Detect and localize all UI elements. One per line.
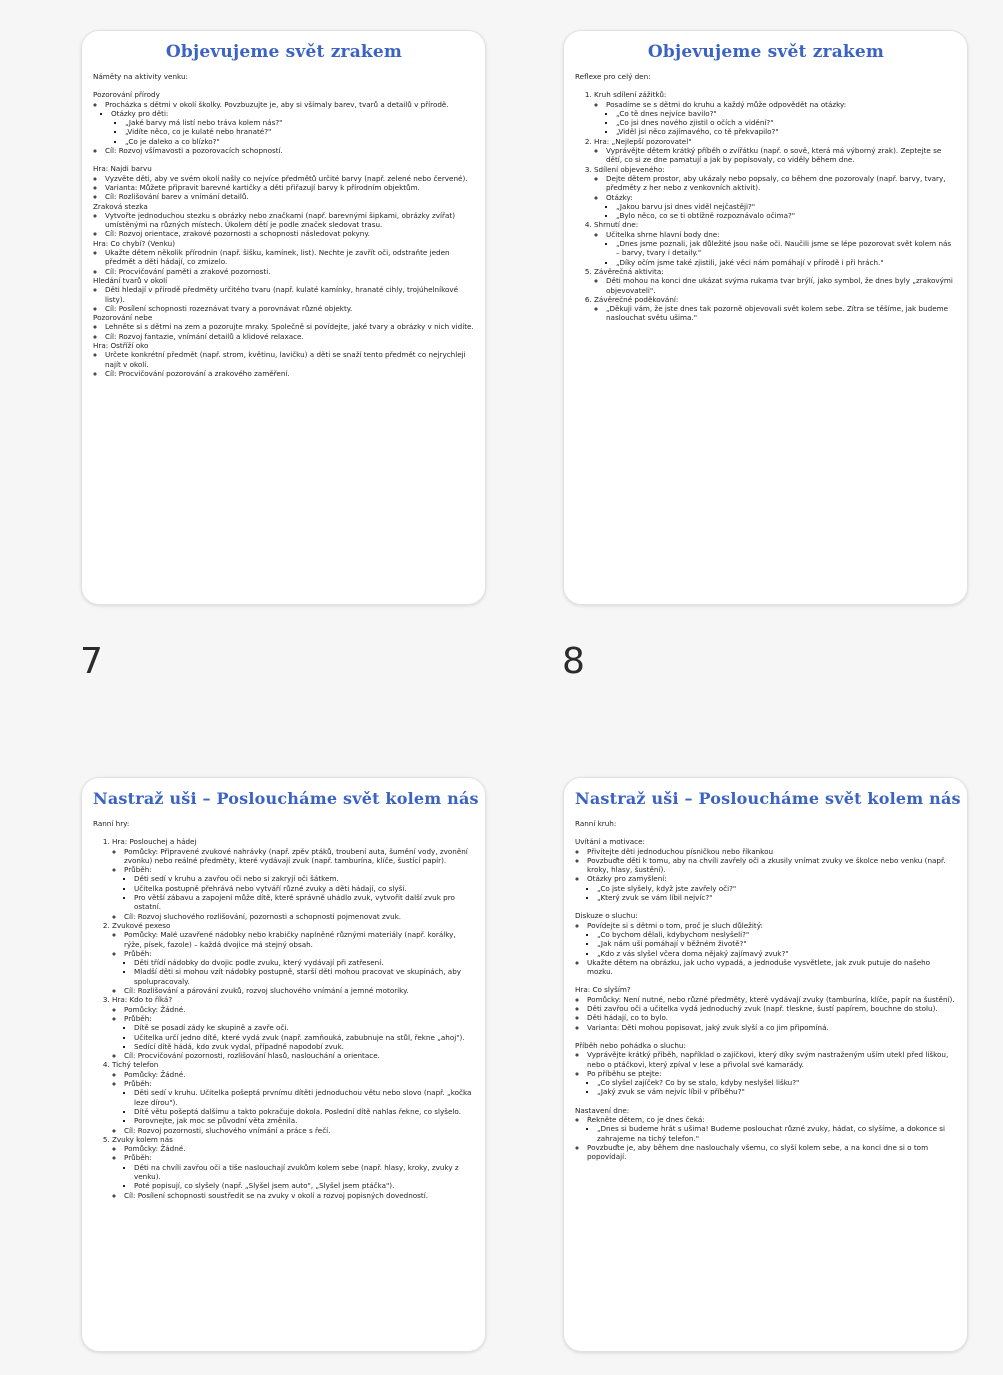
list-item: [606, 100, 957, 137]
list-item: ◦ Povzbuďte děti k tomu, aby na chvíli zavřely oči a zkusily vnímat zvuky ve školce nebo venku (např. kroky, hlasy, šustění).: [587, 856, 957, 875]
list-item: ▪ „Co slyšel zajíček? Co by se stalo, kdyby neslyšel lišku?": [597, 1078, 957, 1087]
page-title: Objevujeme svět zrakem: [647, 42, 885, 62]
list-item: ◦ Cíl: Rozlišování barev a vnímání detailů.: [105, 192, 475, 201]
section-heading: Pozorování nebe: [93, 313, 153, 323]
list-item: ▪ Mladší děti si mohou vzít nádobky postupně, starší děti mohou pracovat ve skupinách, aby spolupracovaly.: [134, 967, 475, 986]
list-item-label: Kruh sdílení zážitků:: [594, 90, 667, 100]
list-item: [594, 165, 957, 221]
list-item: ◦ Určete konkrétní předmět (např. strom, květinu, lavičku) a děti se snaží tento předmět co nejrychleji najít v okolí.: [105, 350, 475, 369]
list-item: ◦ Cíl: Posílení schopnosti soustředit se na zvuky v okolí a rozvoj popisných dovedností.: [124, 1191, 475, 1200]
list-item: ▪ „Co bychom dělali, kdybychom neslyšeli?": [597, 930, 957, 939]
section-heading: Hra: Co slyším?: [575, 985, 631, 995]
list-item-label: Otázky pro zamyšlení:: [587, 874, 667, 884]
list-item: [587, 921, 957, 958]
list-item-label: Hra: Kdo to říká?: [112, 995, 173, 1005]
list-item: ◦ Cíl: Rozvoj pozornosti, sluchového vnímání a práce s řečí.: [124, 1126, 475, 1135]
list-item: ▪ Porovnejte, jak moc se původní věta změnila.: [134, 1116, 475, 1125]
list-item-label: Hra: „Nejlepší pozorovatel": [594, 136, 692, 146]
list-item-label: Sdílení objeveného:: [594, 164, 665, 174]
list-item-label: Průběh:: [124, 865, 152, 875]
list-item: [594, 267, 957, 295]
page-body: [93, 90, 475, 378]
list-item: ◦ Povzbuďte je, aby během dne naslouchaly všemu, co slyší kolem sebe, a na konci dne si o tom popovídají.: [587, 1143, 957, 1162]
page-thumbnail-8[interactable]: [563, 30, 968, 605]
list-item: ▪ „Jak nám uši pomáhají v běžném životě?": [597, 939, 957, 948]
list-item: [587, 1115, 957, 1143]
list-item-label: Zvukové pexeso: [112, 920, 171, 930]
section-heading: Hra: Co chybí? (Venku): [93, 238, 176, 248]
list-item-label: Průběh:: [124, 1013, 152, 1023]
page-intro: Ranní kruh:: [575, 819, 617, 828]
list-item-label: Hra: Poslouchej a hádej: [112, 837, 197, 847]
list-item-label: Učitelka shrne hlavní body dne:: [606, 229, 720, 239]
list-item: [124, 1153, 475, 1190]
list-item: ◦ Děti mohou na konci dne ukázat svýma rukama tvar brýlí, jako symbol, že dnes byly „zrakovými objevovateli".: [606, 276, 957, 295]
list-item: ▪ Děti sedí v kruhu. Učitelka pošeptá prvnímu dítěti jednoduchou větu nebo slovo (např. „kočka leze dírou").: [134, 1088, 475, 1107]
list-item: ▪ „Vidíte něco, co je kulaté nebo hranaté?": [125, 127, 475, 136]
list-item-label: Zvuky kolem nás: [112, 1134, 173, 1144]
list-item: ▪ „Který zvuk se vám líbil nejvíc?": [597, 893, 957, 902]
list-item: ▪ Učitelka určí jedno dítě, které vydá zvuk (např. zamňouká, zabubnuje na stůl, řekne „ahoj").: [134, 1033, 475, 1042]
list-item: ▪ „Viděl jsi něco zajímavého, co tě překvapilo?": [616, 127, 957, 136]
page-body: [575, 90, 957, 322]
list-item: ◦ Cíl: Procvičování pozorování a zrakového zaměření.: [105, 369, 475, 378]
list-item: ◦ Vytvořte jednoduchou stezku s obrázky nebo značkami (např. barevnými šipkami, obrázky zvířat) umístěnými na různých místech. Úkolem dětí je podle značek sledovat trasu.: [105, 211, 475, 230]
list-item-label: Po příběhu se ptejte:: [587, 1068, 662, 1078]
list-item-label: Tichý telefon: [112, 1060, 159, 1070]
page-thumbnail-10[interactable]: [563, 777, 968, 1352]
list-item: ▪ Poté popisují, co slyšely (např. „Slyšel jsem auto", „Slyšel jsem ptáčka").: [134, 1181, 475, 1190]
section-heading: Hra: Ostříží oko: [93, 341, 149, 351]
list-item: [594, 137, 957, 165]
list-item: ◦ Vyprávějte krátký příběh, například o zajíčkovi, který díky svým nastraženým uším utekl před liškou, nebo o ptáčkovi, který zpíval v lese a přivolal své kamarády.: [587, 1050, 957, 1069]
list-item: ◦ Procházka s dětmi v okolí školky. Povzbuzujte je, aby si všímaly barev, tvarů a detailů v přírodě.: [105, 100, 475, 109]
page-body: [575, 837, 957, 1161]
section-heading: Příběh nebo pohádka o sluchu:: [575, 1040, 686, 1050]
list-item: [606, 230, 957, 267]
list-item: ▪ Učitelka postupně přehrává nebo vytváří různé zvuky a děti hádají, co slyší.: [134, 884, 475, 893]
list-item: ◦ Varianta: Děti mohou popisovat, jaký zvuk slyší a co jim připomíná.: [587, 1023, 957, 1032]
list-item: ◦ Cíl: Procvičování paměti a zrakové pozornosti.: [105, 267, 475, 276]
list-item: ◦ Cíl: Rozvoj fantazie, vnímání detailů a klidové relaxace.: [105, 332, 475, 341]
list-item: ◦ Cíl: Rozvoj orientace, zrakové pozornosti a schopnosti následovat pokyny.: [105, 229, 475, 238]
list-item: ◦ Děti hledají v přírodě předměty určitého tvaru (např. kulaté kamínky, hranaté cihly, trojúhelníkové listy).: [105, 285, 475, 304]
list-item: [594, 90, 957, 136]
list-item: ◦ Cíl: Rozvoj všímavosti a pozorovacích schopností.: [105, 146, 475, 155]
page-number-7: 7: [80, 641, 103, 682]
list-item: [124, 1014, 475, 1051]
list-item-label: Průběh:: [124, 1079, 152, 1089]
list-item: ▪ Děti sedí v kruhu a zavřou oči nebo si zakryjí oči šátkem.: [134, 874, 475, 883]
list-item-label: Posadíme se s dětmi do kruhu a každý může odpovědět na otázky:: [606, 99, 847, 109]
list-item-label: Povídejte si s dětmi o tom, proč je sluch důležitý:: [587, 920, 763, 930]
section-heading: Hra: Najdi barvu: [93, 164, 152, 174]
list-item-label: Shrnutí dne:: [594, 220, 639, 230]
list-item: ◦ Cíl: Rozvoj sluchového rozlišování, pozornosti a schopnosti pojmenovat zvuk.: [124, 912, 475, 921]
list-item: ▪ Děti třídí nádobky do dvojic podle zvuku, který vydávají při zatřesení.: [134, 958, 475, 967]
list-item: ▪ Pro větší zábavu a zapojení může dítě, které správně uhádlo zvuk, vytvořit další zvuk pro ostatní.: [134, 893, 475, 912]
list-item: ▪ Dítě větu pošeptá dalšímu a takto pokračuje dokola. Poslední dítě nahlas řekne, co slyšelo.: [134, 1107, 475, 1116]
list-item: [112, 1060, 475, 1134]
page-number-8: 8: [562, 641, 585, 682]
section-heading: Hledání tvarů v okolí: [93, 275, 168, 285]
list-item: [606, 193, 957, 221]
list-item: ◦ Vyprávějte dětem krátký příběh o zvířátku (např. o sově, která má výborný zrak). Zeptejte se dětí, co si ze dne pamatují a jak by popisovaly, co viděly během dne.: [606, 146, 957, 165]
page-intro: Reflexe pro celý den:: [575, 72, 651, 81]
list-item: ◦ Cíl: Procvičování pozornosti, rozlišování hlasů, naslouchání a orientace.: [124, 1051, 475, 1060]
list-item: ▪ „Jaký zvuk se vám nejvíc líbil v příběhu?": [597, 1087, 957, 1096]
list-item: ▪ „Dnes si budeme hrát s ušima! Budeme poslouchat různé zvuky, hádat, co slyšíme, a dokonce si zahrajeme na tichý telefon.": [597, 1124, 957, 1143]
page-intro: Ranní hry:: [93, 819, 130, 828]
list-item: ▪ „Jakou barvu jsi dnes viděl nejčastěji?": [616, 202, 957, 211]
list-item: [587, 874, 957, 902]
list-item: ◦ Přivítejte děti jednoduchou písničkou nebo říkankou: [587, 847, 957, 856]
section-heading: Nastavení dne:: [575, 1105, 630, 1115]
section-heading: Uvítání a motivace:: [575, 837, 645, 847]
list-item: ▪ „Co jste slyšely, když jste zavřely oči?": [597, 884, 957, 893]
page-title: Nastraž uši – Posloucháme svět kolem nás: [93, 789, 479, 808]
list-item: ◦ Pomůcky: Žádné.: [124, 1144, 475, 1153]
list-item-label: Řekněte dětem, co je dnes čeká:: [587, 1115, 705, 1125]
list-item: [112, 921, 475, 995]
list-item-label: Otázky:: [606, 192, 633, 202]
list-item: ◦ Vyzvěte děti, aby ve svém okolí našly co nejvíce předmětů určité barvy (např. zelené nebo červené).: [105, 174, 475, 183]
page-title: Nastraž uši – Posloucháme svět kolem nás: [575, 789, 961, 808]
list-item: [112, 837, 475, 921]
list-item: ◦ Cíl: Posílení schopnosti rozeznávat tvary a porovnávat různé objekty.: [105, 304, 475, 313]
list-item: ▪ „Kdo z vás slyšel včera doma nějaký zajímavý zvuk?": [597, 949, 957, 958]
page-thumbnail-9[interactable]: [81, 777, 486, 1352]
section-heading: Zraková stezka: [93, 201, 148, 211]
list-item: ▪ „Bylo něco, co se ti obtížně rozpoznávalo očima?": [616, 211, 957, 220]
list-item: [112, 995, 475, 1060]
list-item-label: Závěrečné poděkování:: [594, 294, 679, 304]
list-item: ▪ „Dnes jsme poznali, jak důležité jsou naše oči. Naučili jsme se lépe pozorovat svět kolem nás – barvy, tvary i detaily.": [616, 239, 957, 258]
list-item: ▪ „Co je daleko a co blízko?": [125, 137, 475, 146]
list-item: ◦ Pomůcky: Malé uzavřené nádobky nebo krabičky naplněné různými materiály (např. korálky, rýže, písek, fazole) – každá dvojice má stejný obsah.: [124, 930, 475, 949]
list-item: [124, 949, 475, 986]
list-item: ▪ „Díky očím jsme také zjistili, jaké věci nám pomáhají v přírodě i při hrách.": [616, 258, 957, 267]
list-item: ▪ Otázky pro děti:: [111, 109, 475, 118]
list-item: ◦ Varianta: Můžete připravit barevné kartičky a děti přiřazují barvy k přírodním objektům.: [105, 183, 475, 192]
list-item: [112, 1135, 475, 1200]
list-item: ◦ „Děkuji vám, že jste dnes tak pozorně objevovali svět kolem sebe. Zítra se těšíme, jak budeme naslouchat světu ušima.": [606, 304, 957, 323]
list-item: [594, 220, 957, 266]
section-heading: Diskuze o sluchu:: [575, 911, 638, 921]
page-body: [93, 837, 475, 1200]
list-item: ▪ Sedící dítě hádá, kdo zvuk vydal, případně napodobí zvuk.: [134, 1042, 475, 1051]
list-item: ◦ Děti hádají, co to bylo.: [587, 1013, 957, 1022]
list-item: ▪ „Co tě dnes nejvíce bavilo?": [616, 109, 957, 118]
list-item: [587, 1069, 957, 1097]
list-item: [124, 1079, 475, 1125]
list-item: ◦ Pomůcky: Připravené zvukové nahrávky (např. zpěv ptáků, troubení auta, šumění vody, zvonění zvonku) nebo reálné předměty, které vydávají zvuk (např. tamburína, klíče, šustící papír).: [124, 847, 475, 866]
page-thumbnail-7[interactable]: [81, 30, 486, 605]
list-item: [594, 295, 957, 323]
list-item: ◦ Dejte dětem prostor, aby ukázaly nebo popsaly, co během dne pozorovaly (např. barvy, tvary, předměty z her nebo z venkovních aktivit).: [606, 174, 957, 193]
list-item: ▪ „Jaké barvy má listí nebo tráva kolem nás?": [125, 118, 475, 127]
list-item: [124, 865, 475, 911]
list-item: ▪ Děti na chvíli zavřou oči a tiše naslouchají zvukům kolem sebe (např. hlasy, kroky, zvuky z venku).: [134, 1163, 475, 1182]
list-item: ◦ Děti zavřou oči a učitelka vydá jednoduchý zvuk (např. tleskne, šustí papírem, bouchne do stolu).: [587, 1004, 957, 1013]
list-item: ◦ Ukažte dětem na obrázku, jak ucho vypadá, a jednoduše vysvětlete, jak zvuk putuje do našeho mozku.: [587, 958, 957, 977]
list-item: ◦ Cíl: Rozlišování a párování zvuků, rozvoj sluchového vnímání a jemné motoriky.: [124, 986, 475, 995]
list-item: ◦ Pomůcky: Žádné.: [124, 1070, 475, 1079]
list-item: ◦ Lehněte si s dětmi na zem a pozorujte mraky. Společně si povídejte, jaké tvary a obrázky v nich vidíte.: [105, 322, 475, 331]
list-item: ◦ Pomůcky: Není nutné, nebo různé předměty, které vydávají zvuky (tamburína, klíče, papír na šustění).: [587, 995, 957, 1004]
page-intro: Náměty na aktivity venku:: [93, 72, 188, 81]
list-item-label: Průběh:: [124, 948, 152, 958]
page-title: Objevujeme svět zrakem: [165, 42, 403, 62]
list-item: ◦ Pomůcky: Žádné.: [124, 1005, 475, 1014]
list-item-label: Průběh:: [124, 1153, 152, 1163]
section-heading: Pozorování přírody: [93, 90, 160, 100]
list-item-label: Závěrečná aktivita:: [594, 266, 664, 276]
list-item: ▪ Dítě se posadí zády ke skupině a zavře oči.: [134, 1023, 475, 1032]
list-item: ◦ Ukažte dětem několik přírodnin (např. šišku, kamínek, list). Nechte je zavřít oči, odstraňte jeden předmět a děti hádají, co zmizelo.: [105, 248, 475, 267]
list-item: ▪ „Co jsi dnes nového zjistil o očích a vidění?": [616, 118, 957, 127]
